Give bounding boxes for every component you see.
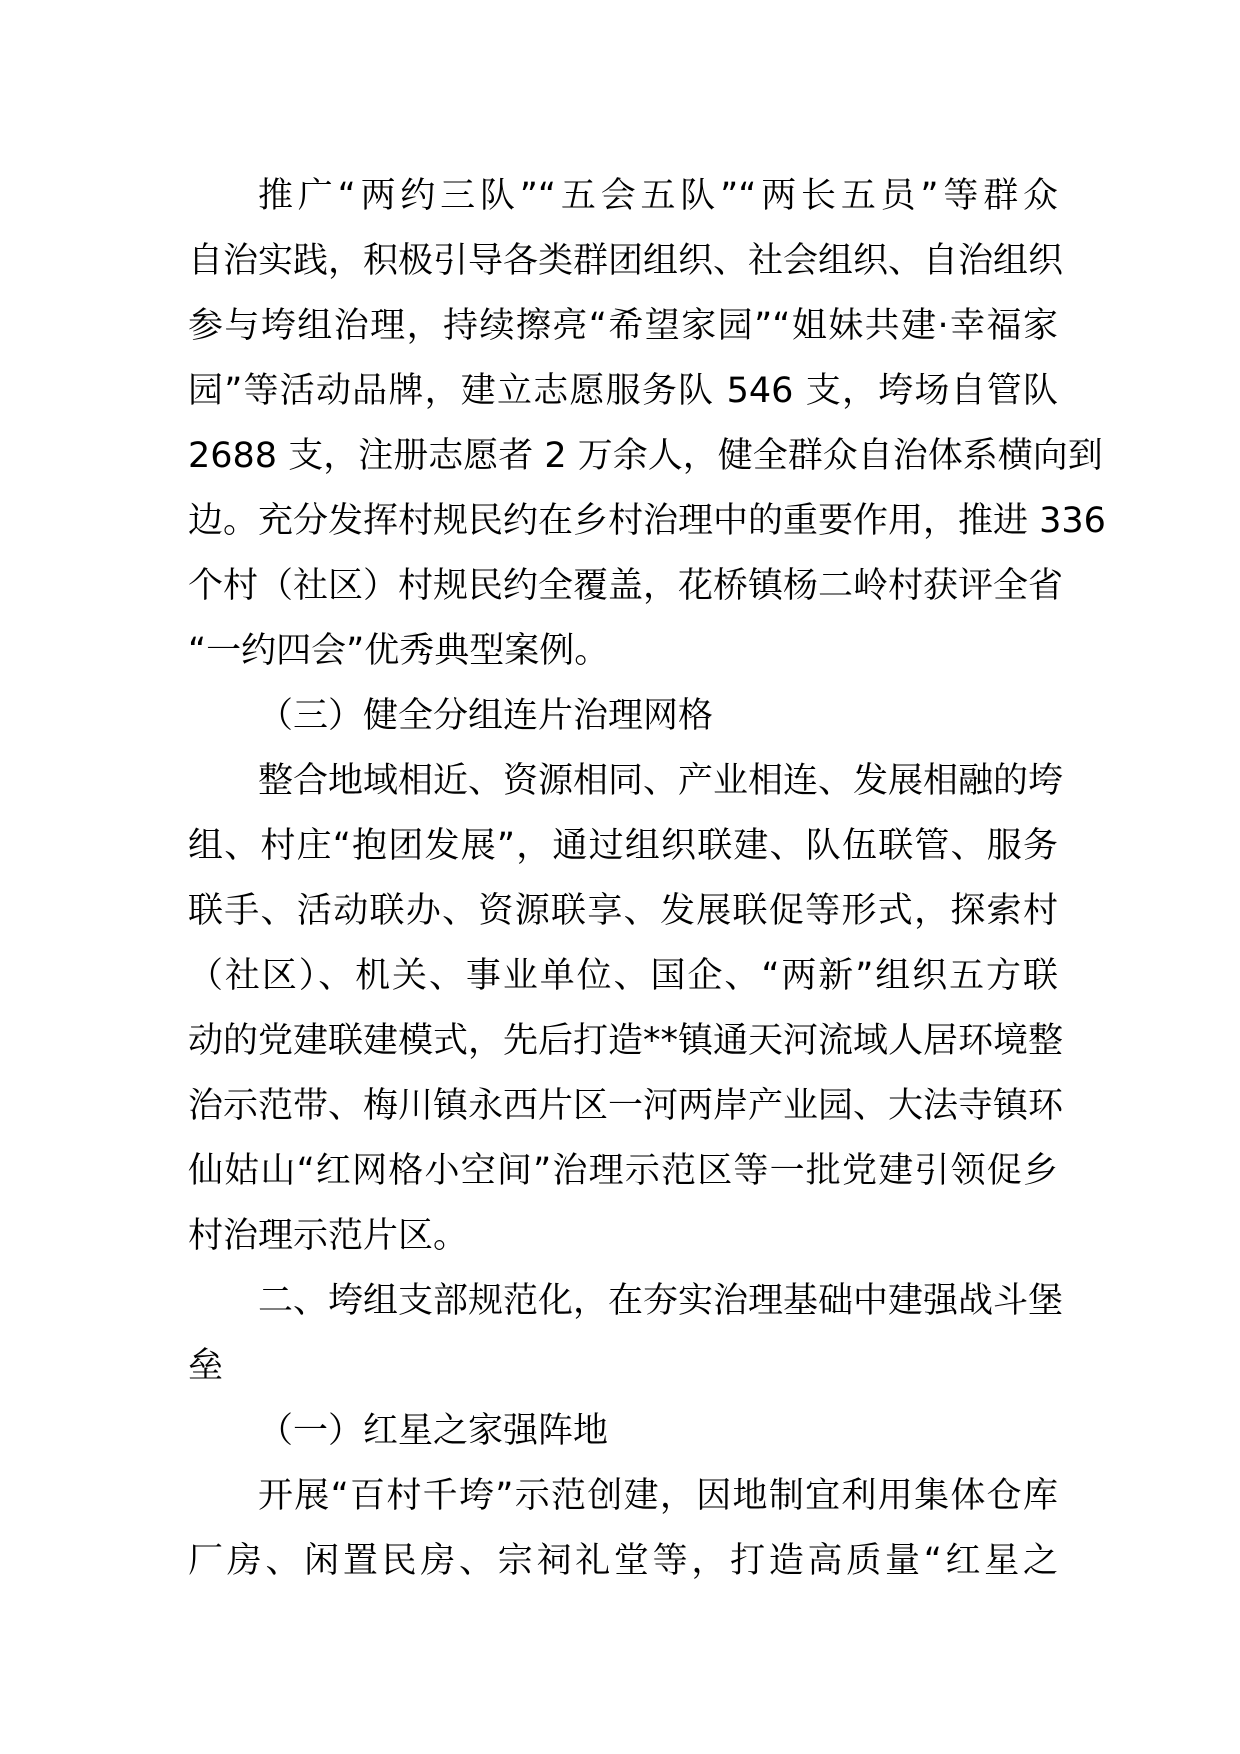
text-line: （社区）、机关、事业单位、国企、“两新”组织五方联 (188, 956, 1058, 996)
text-line: 村治理示范片区。 (188, 1216, 469, 1256)
text-line: “一约四会”优秀典型案例。 (188, 631, 610, 671)
text-line: 参与垮组治理，持续擦亮“希望家园”“姐妹共建·幸福家 (188, 306, 1058, 346)
text-line: 个村（社区）村规民约全覆盖，花桥镇杨二岭村获评全省 (188, 566, 1064, 606)
text-line: 2688 支，注册志愿者 2 万余人，健全群众自治体系横向到 (188, 436, 1103, 476)
heading-line: （一）红星之家强阵地 (258, 1411, 609, 1451)
paragraph (188, 164, 1106, 684)
text-line: 联手、活动联办、资源联享、发展联促等形式，探索村 (188, 891, 1058, 931)
paragraph (188, 1464, 1058, 1594)
text-line: 自治实践，积极引导各类群团组织、社会组织、自治组织 (188, 241, 1064, 281)
text-line: 园”等活动品牌，建立志愿服务队 546 支，垮场自管队 (188, 371, 1058, 411)
section-heading (188, 1269, 1064, 1399)
text-line: 治示范带、梅川镇永西片区一河两岸产业园、大法寺镇环 (188, 1086, 1064, 1126)
text-line: 组、村庄“抱团发展”，通过组织联建、队伍联管、服务 (188, 826, 1058, 866)
text-line: 整合地域相近、资源相同、产业相连、发展相融的垮 (258, 761, 1064, 801)
text-line: 推广“两约三队”“五会五队”“两长五员”等群众 (258, 176, 1058, 216)
text-line: 开展“百村千垮”示范创建，因地制宜利用集体仓库 (258, 1476, 1058, 1516)
paragraph (188, 749, 1064, 1269)
text-line: 仙姑山“红网格小空间”治理示范区等一批党建引领促乡 (188, 1151, 1058, 1191)
text-line: 动的党建联建模式，先后打造**镇通天河流域人居环境整 (188, 1021, 1064, 1061)
heading-line: 二、垮组支部规范化，在夯实治理基础中建强战斗堡 (258, 1281, 1064, 1321)
subsection-heading (188, 1399, 1058, 1464)
text-line: 厂房、闲置民房、宗祠礼堂等，打造高质量“红星之 (188, 1541, 1058, 1581)
heading-line: 垒 (188, 1346, 224, 1386)
text-line: 边。充分发挥村规民约在乡村治理中的重要作用，推进 336 (188, 501, 1106, 541)
heading-line: （三）健全分组连片治理网格 (258, 696, 714, 736)
document-body (188, 164, 1106, 1594)
section-heading (188, 684, 1058, 749)
